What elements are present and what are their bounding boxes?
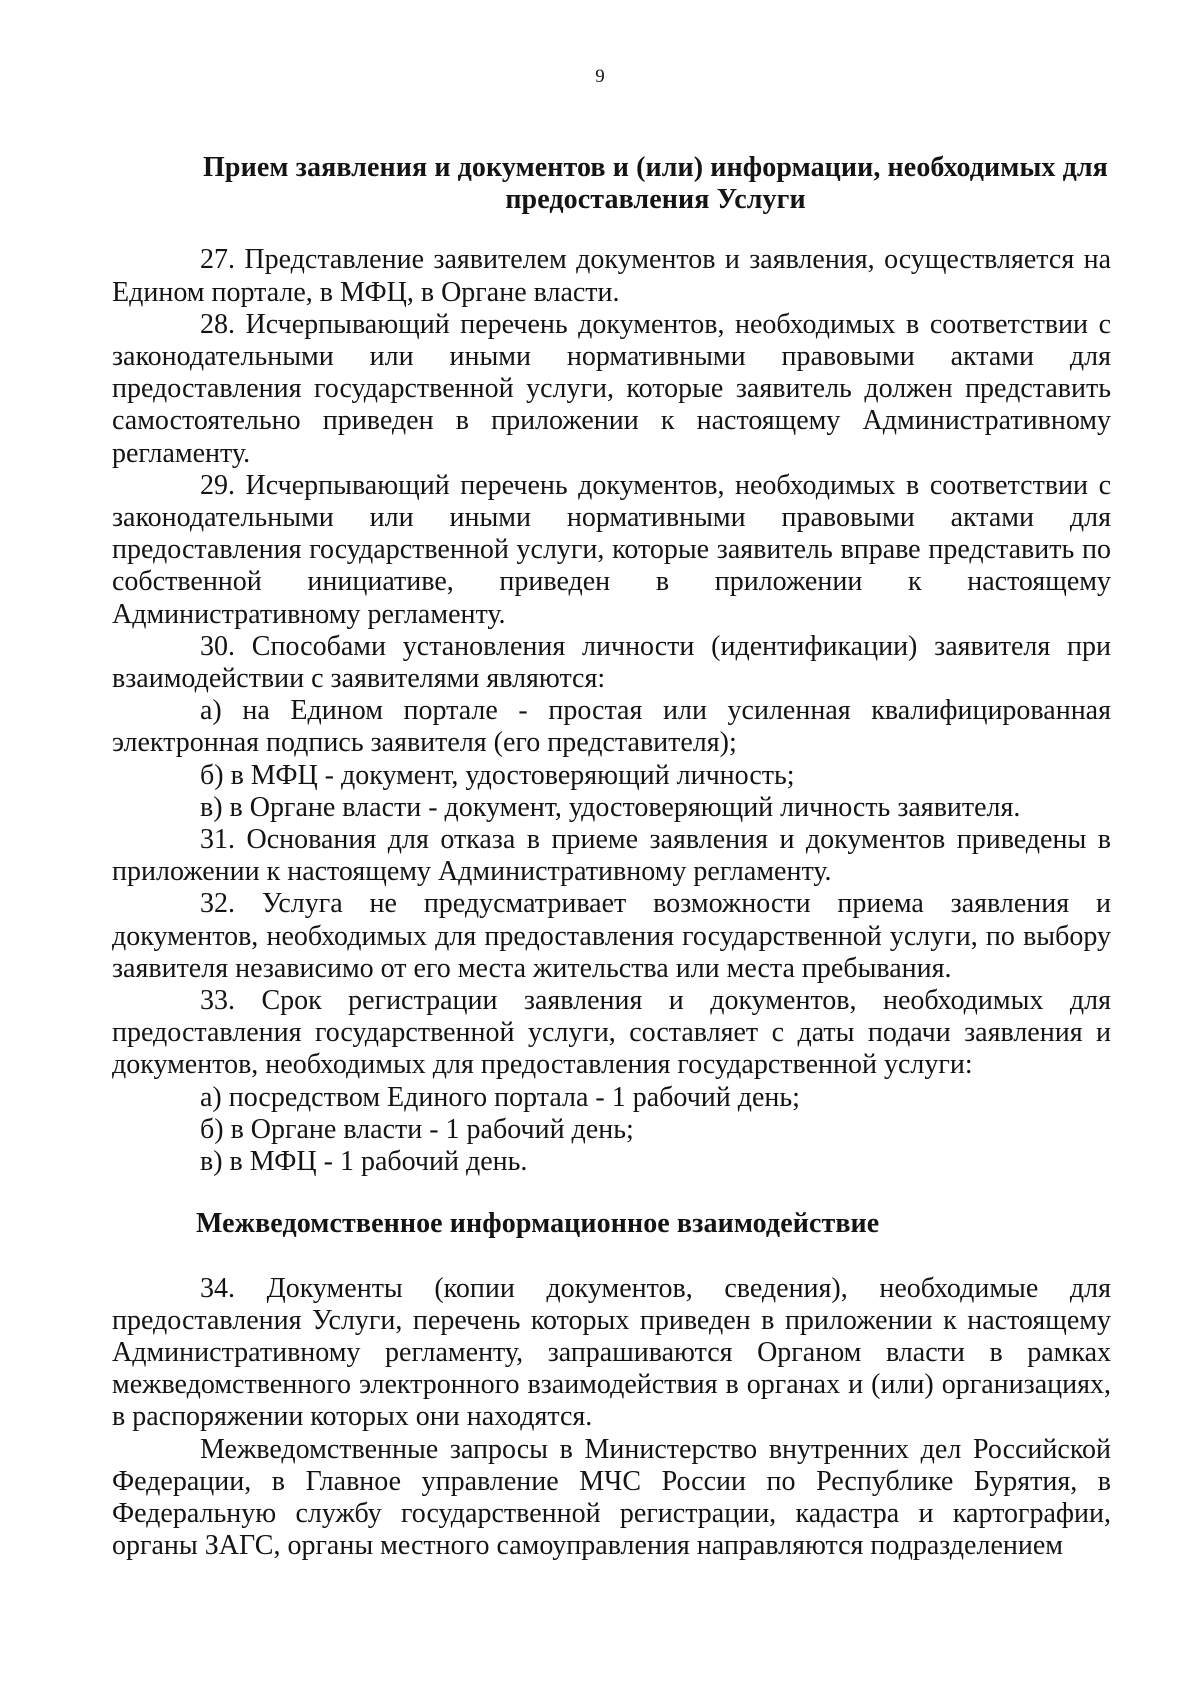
paragraph-31: 31. Основания для отказа в приеме заявления и документов приведены в приложении к настоящему Административному регламенту. — [112, 824, 1111, 888]
paragraph-interagency-requests: Межведомственные запросы в Министерство внутренних дел Российской Федерации, в Главное управление МЧС России по Республике Бурятия, в Федеральную службу государственной регистрации, кадастра и картографии, органы ЗАГС, органы местного самоуправления направляются подразделением — [112, 1433, 1111, 1562]
paragraph-33-a: а) посредством Единого портала - 1 рабочий день; — [200, 1081, 800, 1113]
paragraph-28: 28. Исчерпывающий перечень документов, необходимых в соответствии с законодательными или иными нормативными правовыми актами для предоставления государственной услуги, которые заявитель должен представить самостоятельно приведен в приложении к настоящему Административному регламенту. — [112, 308, 1111, 469]
section-heading-interagency: Межведомственное информационное взаимодействие — [196, 1208, 880, 1240]
section-heading-line: Прием заявления и документов и (или) информации, необходимых для — [203, 152, 1108, 183]
paragraph-33-v: в) в МФЦ - 1 рабочий день. — [200, 1146, 528, 1178]
paragraph-29: 29. Исчерпывающий перечень документов, необходимых в соответствии с законодательными или иными нормативными правовыми актами для предоставления государственной услуги, которые заявитель вправе представить по собственной инициативе, приведен в приложении к настоящему Административному регламенту. — [112, 469, 1111, 630]
paragraph-30: 30. Способами установления личности (идентификации) заявителя при взаимодействии с заявителями являются: — [112, 630, 1111, 695]
paragraph-30-a: а) на Едином портале - простая или усиленная квалифицированная электронная подпись заявителя (его представителя); — [112, 695, 1111, 759]
paragraph-33: 33. Срок регистрации заявления и документов, необходимых для предоставления государственной услуги, составляет с даты подачи заявления и документов, необходимых для предоставления государственной услуги: — [112, 985, 1111, 1081]
page-number: 9 — [595, 66, 605, 87]
paragraph-34: 34. Документы (копии документов, сведения), необходимые для предоставления Услуги, перечень которых приведен в приложении к настоящему Административному регламенту, запрашиваются Органом власти в рамках межведомственного электронного взаимодействия в органах и (или) организациях, в распоряжении которых они находятся. — [112, 1272, 1111, 1433]
paragraph-30-v: в) в Органе власти - документ, удостоверяющий личность заявителя. — [200, 791, 1021, 823]
paragraph-27: 27. Представление заявителем документов и заявления, осуществляется на Едином портале, в МФЦ, в Органе власти. — [112, 244, 1111, 308]
section-heading-reception — [112, 152, 1111, 216]
document-body — [112, 152, 1111, 1562]
paragraph-30-b: б) в МФЦ - документ, удостоверяющий личность; — [200, 759, 795, 791]
paragraph-33-b: б) в Органе власти - 1 рабочий день; — [200, 1113, 634, 1145]
section-heading-line: предоставления Услуги — [505, 184, 806, 216]
paragraph-32: 32. Услуга не предусматривает возможности приема заявления и документов, необходимых для предоставления государственной услуги, по выбору заявителя независимо от его места жительства или места пребывания. — [112, 888, 1111, 984]
